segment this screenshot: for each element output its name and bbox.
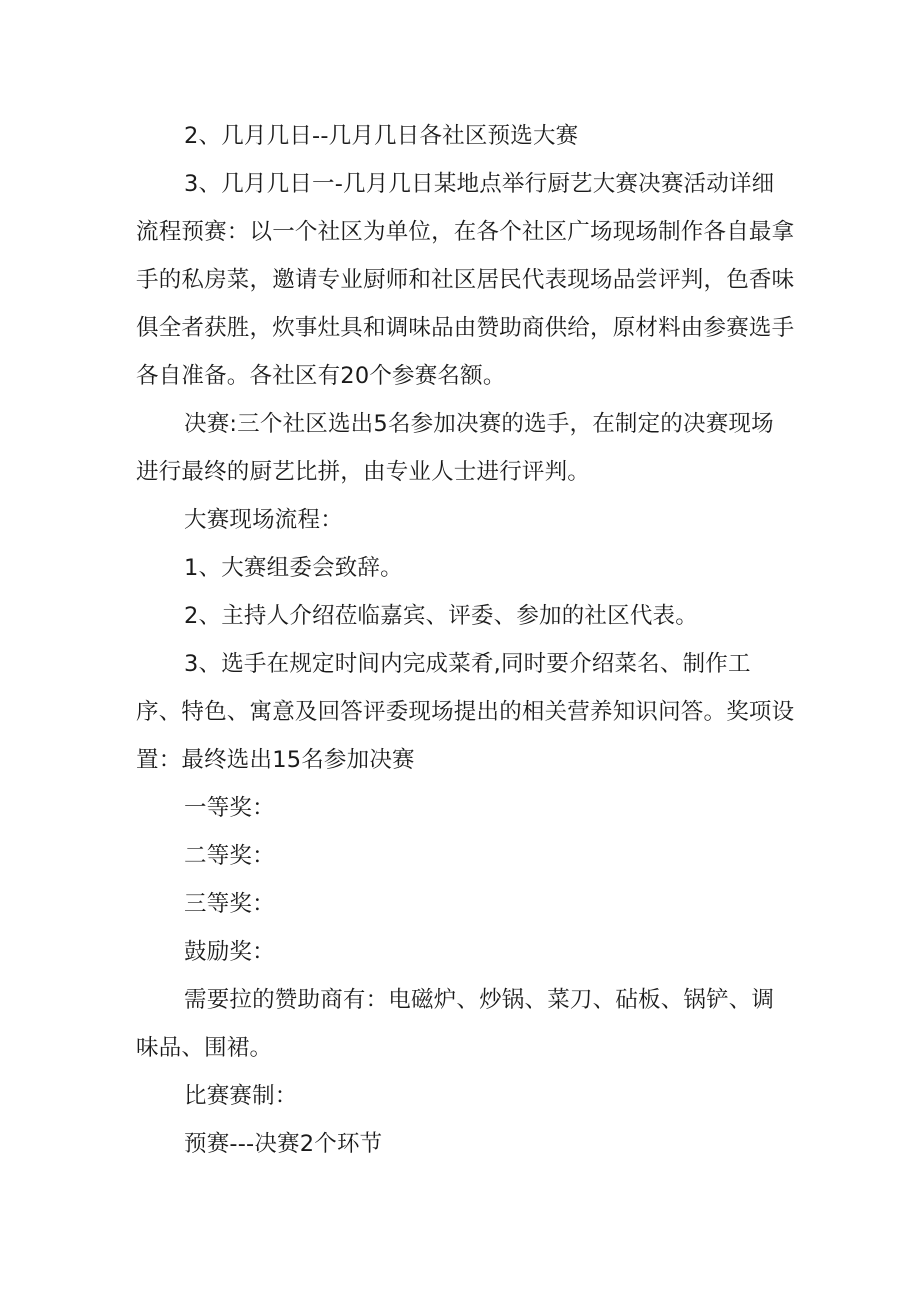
paragraph-encouragement-prize: 鼓励奖： (184, 939, 275, 965)
paragraph-third-prize: 三等奖： (184, 891, 275, 917)
document-body (136, 112, 796, 1168)
paragraph-process-step-2: 2、主持人介绍莅临嘉宾、评委、参加的社区代表。 (184, 603, 698, 629)
paragraph-process-step-3: 3、选手在规定时间内完成菜肴,同时要介绍菜名、制作工序、特色、寓意及回答评委现场提出的相关营养知识问答。奖项设置：最终选出15名参加决赛 (136, 651, 795, 773)
paragraph-competition-format-heading: 比赛赛制： (184, 1083, 298, 1109)
paragraph-second-prize: 二等奖： (184, 843, 275, 869)
paragraph-process-step-1: 1、大赛组委会致辞。 (184, 555, 403, 581)
paragraph-onsite-process-heading: 大赛现场流程： (184, 507, 343, 533)
paragraph-first-prize: 一等奖： (184, 795, 275, 821)
paragraph-final-schedule-and-preliminary-rules: 3、几月几日一-几月几日某地点举行厨艺大赛决赛活动详细流程预赛：以一个社区为单位，在各个社区广场现场制作各自最拿手的私房菜，邀请专业厨师和社区居民代表现场品尝评判，色香味俱全者获胜，炊事灶具和调味品由赞助商供给，原材料由参赛选手各自准备。各社区有20个参赛名额。 (136, 171, 795, 389)
paragraph-sponsors: 需要拉的赞助商有：电磁炉、炒锅、菜刀、砧板、锅铲、调味品、围裙。 (136, 987, 775, 1061)
paragraph-final-rules: 决赛:三个社区选出5名参加决赛的选手，在制定的决赛现场进行最终的厨艺比拼，由专业人士进行评判。 (136, 411, 774, 485)
paragraph-competition-format: 预赛---决赛2个环节 (184, 1131, 383, 1157)
paragraph-preliminary-schedule: 2、几月几日--几月几日各社区预选大赛 (184, 123, 579, 149)
